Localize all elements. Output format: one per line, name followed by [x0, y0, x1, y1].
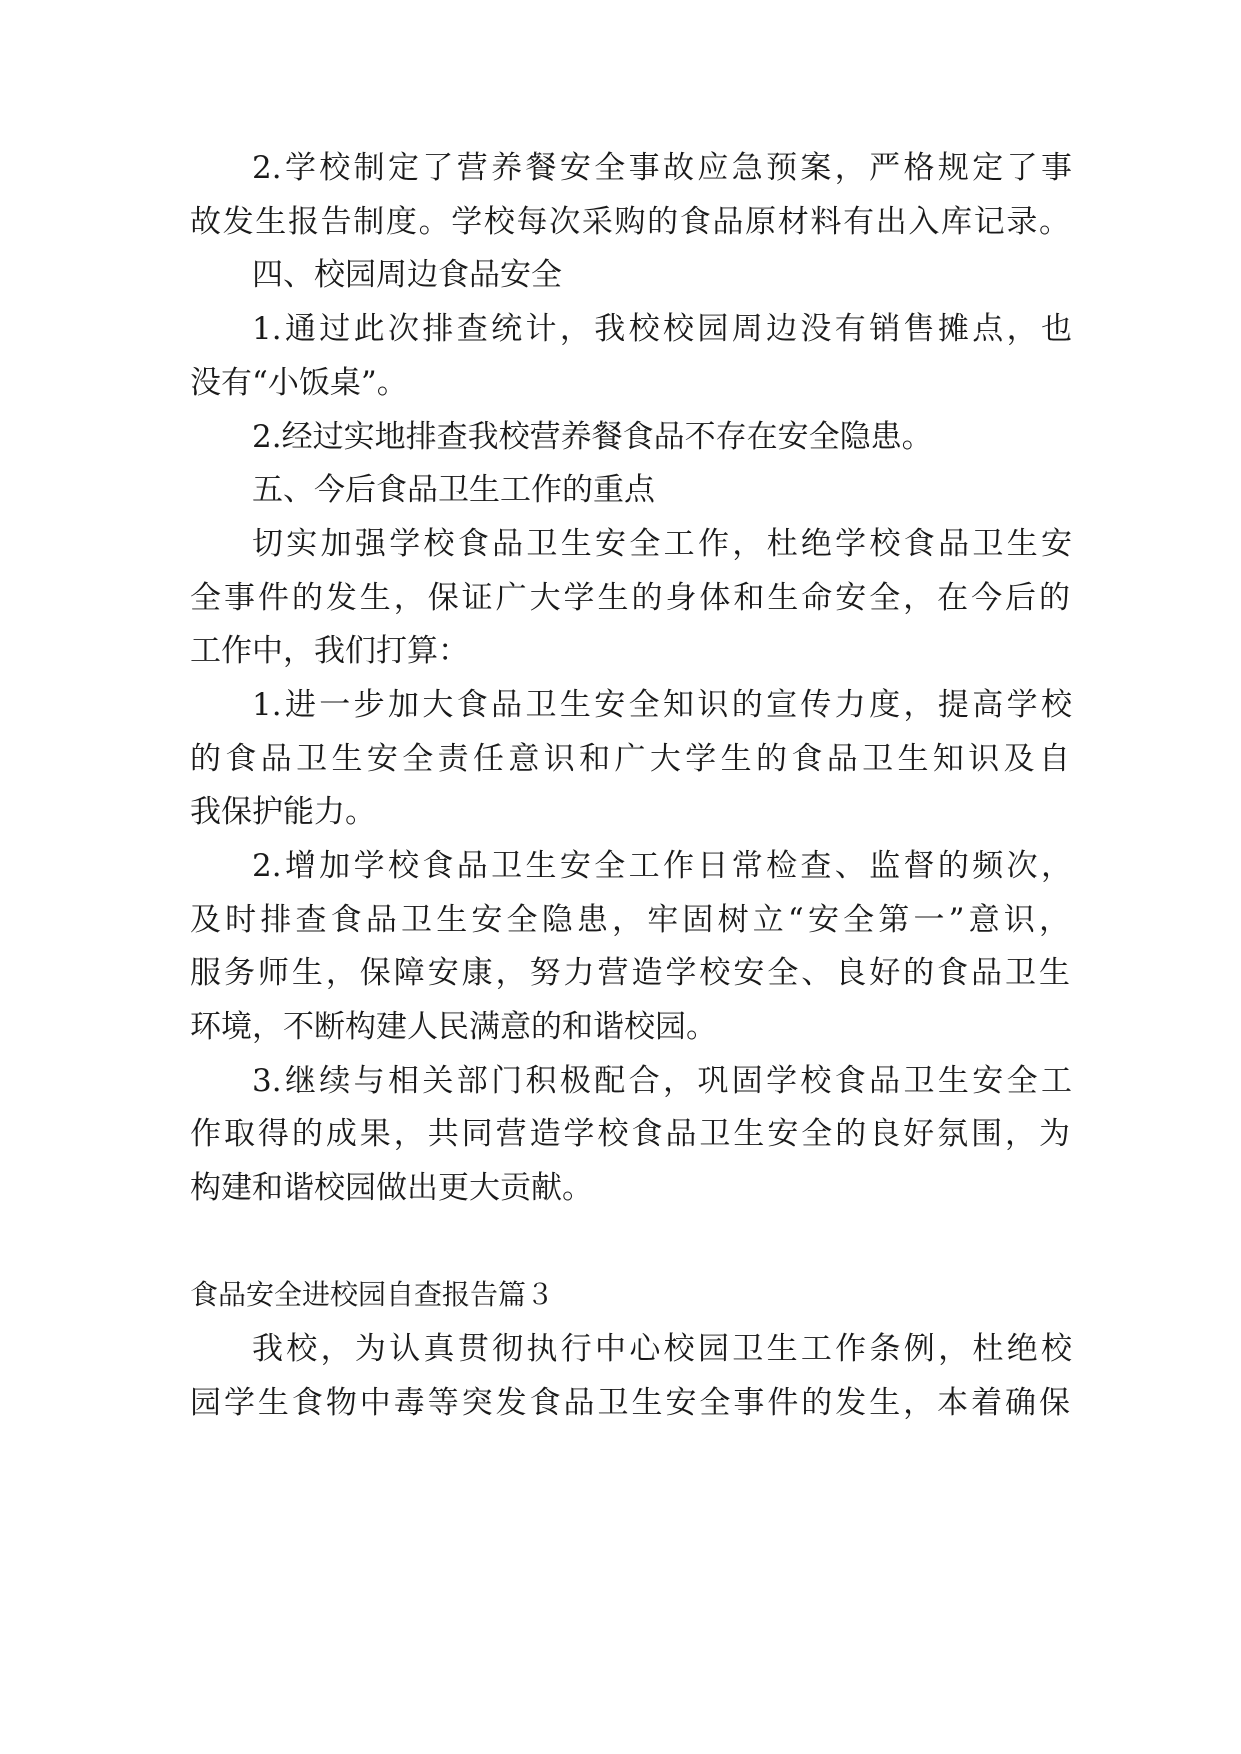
section-title: 食品安全进校园自查报告篇３ [190, 1278, 555, 1311]
paragraph-line: 服务师生，保障安康，努力营造学校安全、良好的食品卫生 [190, 955, 1070, 991]
paragraph-line: 及时排查食品卫生安全隐患，牢固树立“安全第一”意识， [190, 902, 1070, 938]
paragraph-line: 1.通过此次排查统计，我校校园周边没有销售摊点，也 [252, 311, 1072, 347]
paragraph-line: 故发生报告制度。学校每次采购的食品原材料有出入库记录。 [190, 204, 1070, 240]
paragraph-line: 切实加强学校食品卫生安全工作，杜绝学校食品卫生安 [252, 526, 1072, 562]
paragraph-line: 作取得的成果，共同营造学校食品卫生安全的良好氛围，为 [190, 1116, 1070, 1152]
paragraph-line: 1.进一步加大食品卫生安全知识的宣传力度，提高学校 [252, 687, 1072, 723]
paragraph-line: 2.经过实地排查我校营养餐食品不存在安全隐患。 [252, 419, 933, 455]
paragraph-line: 我保护能力。 [190, 794, 376, 830]
paragraph-line: 工作中，我们打算： [190, 633, 469, 669]
paragraph-line: 构建和谐校园做出更大贡献。 [190, 1170, 593, 1206]
paragraph-line: 的食品卫生安全责任意识和广大学生的食品卫生知识及自 [190, 741, 1070, 777]
paragraph-line: 2.学校制定了营养餐安全事故应急预案，严格规定了事 [252, 150, 1072, 186]
paragraph-line: 没有“小饭桌”。 [190, 365, 408, 401]
paragraph-line: 园学生食物中毒等突发食品卫生安全事件的发生，本着确保 [190, 1385, 1070, 1421]
paragraph-line: 环境，不断构建人民满意的和谐校园。 [190, 1009, 717, 1045]
paragraph-line: 我校，为认真贯彻执行中心校园卫生工作条例，杜绝校 [252, 1331, 1072, 1367]
section-heading: 四、校园周边食品安全 [252, 257, 562, 293]
paragraph-line: 全事件的发生，保证广大学生的身体和生命安全，在今后的 [190, 580, 1070, 616]
section-heading: 五、今后食品卫生工作的重点 [252, 472, 655, 508]
paragraph-line: 2.增加学校食品卫生安全工作日常检查、监督的频次， [252, 848, 1072, 884]
paragraph-line: 3.继续与相关部门积极配合，巩固学校食品卫生安全工 [252, 1063, 1072, 1099]
